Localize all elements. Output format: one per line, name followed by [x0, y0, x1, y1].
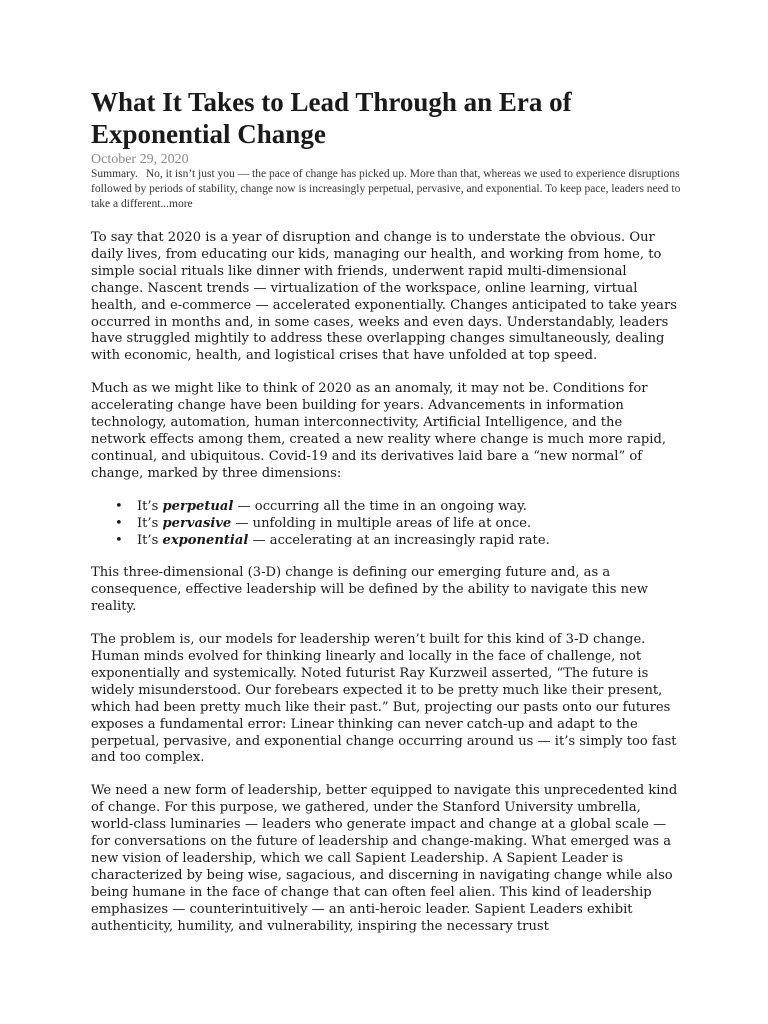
dimension-term: perpetual: [162, 498, 234, 514]
list-item: [137, 533, 681, 550]
dimensions-list: [91, 499, 681, 550]
article-summary: [91, 167, 681, 212]
list-item: [137, 516, 681, 533]
dimension-description: — accelerating at an increasingly rapid rate.: [248, 532, 550, 548]
summary-more-link[interactable]: more: [169, 198, 193, 210]
list-item: [137, 499, 681, 516]
article: [91, 86, 681, 936]
paragraph-5: We need a new form of leadership, better equipped to navigate this unprecedented kind of change. For this purpose, we gathered, under the Stanford University umbrella, world-class luminaries — leaders who generate impact and change at a global scale — for conversations on the future of leadership and change-making. What emerged was a new vision of leadership, which we call Sapient Leadership. A Sapient Leader is characterized by being wise, sagacious, and discerning in navigating change while also being humane in the face of change that can often feel alien. This kind of leadership emphasizes — counterintuitively — an anti-heroic leader. Sapient Leaders exhibit authenticity, humility, and vulnerability, inspiring the necessary trust: [91, 783, 678, 934]
dimension-term: pervasive: [162, 515, 232, 531]
dimension-prefix: It’s: [137, 515, 163, 531]
dimension-term: exponential: [162, 532, 249, 548]
dimension-description: — occurring all the time in an ongoing way.: [233, 498, 527, 514]
article-title: What It Takes to Lead Through an Era of Exponential Change: [91, 87, 572, 149]
paragraph-4: The problem is, our models for leadership weren’t built for this kind of 3-D change. Human minds evolved for thinking linearly and locally in the face of challenge, not exponentially and systemically. Noted futurist Ray Kurzweil asserted, “The future is widely misunderstood. Our forebears expected it to be pretty much like their present, which had been pretty much like their past.” But, projecting our pasts onto our futures exposes a fundamental error: Linear thinking can never catch-up and adapt to the perpetual, pervasive, and exponential change occurring around us — it’s simply too fast and too complex.: [91, 632, 677, 766]
summary-label: Summary.: [91, 168, 138, 180]
dimension-prefix: It’s: [137, 498, 163, 514]
dimension-prefix: It’s: [137, 532, 163, 548]
paragraph-2: Much as we might like to think of 2020 as an anomaly, it may not be. Conditions for accelerating change have been building for years. Advancements in information technology, automation, human interconnectivity, Artificial Intelligence, and the network effects among them, created a new reality where change is much more rapid, continual, and ubiquitous. Covid-19 and its derivatives laid bare a “new normal” of change, marked by three dimensions:: [91, 381, 667, 481]
dimension-description: — unfolding in multiple areas of life at once.: [231, 515, 532, 531]
paragraph-1: To say that 2020 is a year of disruption and change is to understate the obvious. Our daily lives, from educating our kids, managing our health, and working from home, to simple social rituals like dinner with friends, underwent rapid multi-dimensional change. Nascent trends — virtualization of the workspace, online learning, virtual health, and e-commerce — accelerated exponentially. Changes anticipated to take years occurred in months and, in some cases, weeks and even days. Understandably, leaders have struggled mightily to address these overlapping changes simultaneously, dealing with economic, health, and logistical crises that have unfolded at top speed.: [91, 230, 677, 364]
summary-text: No, it isn’t just you — the pace of change has picked up. More than that, whereas we used to experience disruptions followed by periods of stability, change now is increasingly perpetual, pervasive, and exponential. To keep pace, leaders need to take a different...: [91, 168, 681, 210]
paragraph-3: This three-dimensional (3-D) change is defining our emerging future and, as a consequence, effective leadership will be defined by the ability to navigate this new reality.: [91, 565, 649, 615]
article-date: October 29, 2020: [91, 152, 189, 167]
